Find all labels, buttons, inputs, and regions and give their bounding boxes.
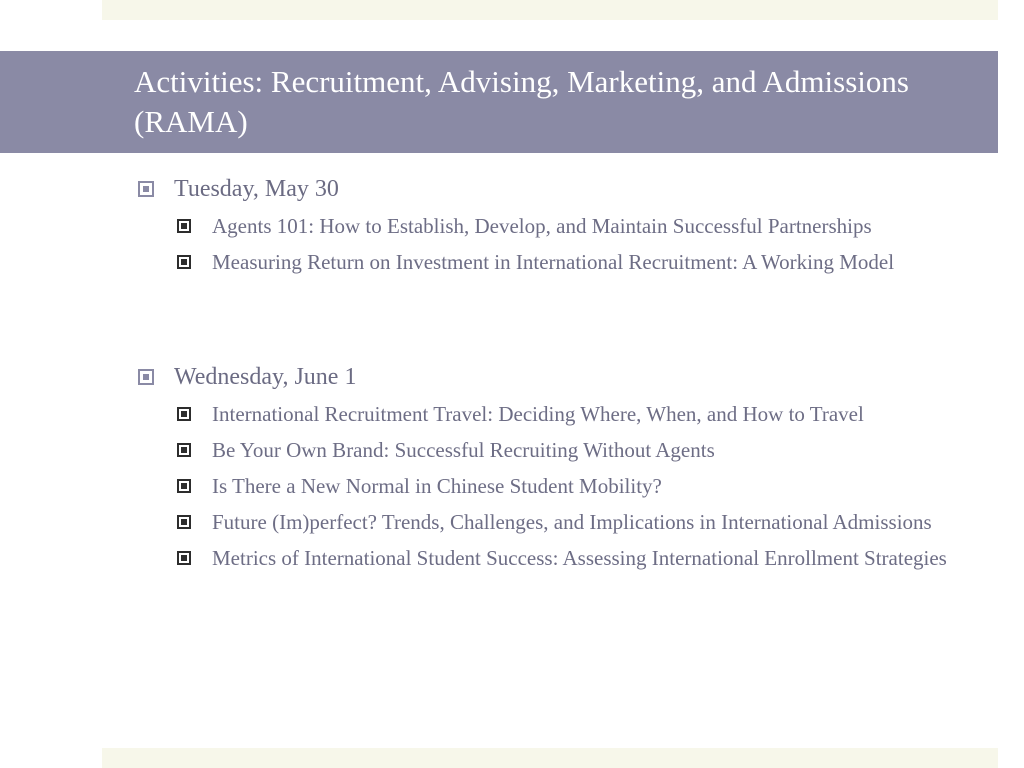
list-item-text: Agents 101: How to Establish, Develop, and Maintain Successful Partnerships [212, 214, 872, 238]
section-heading [138, 364, 968, 392]
square-bullet-icon [177, 515, 191, 529]
list-item [212, 400, 968, 428]
section-heading-text: Wednesday, June 1 [174, 364, 357, 390]
square-bullet-icon [177, 407, 191, 421]
list-item-text: Be Your Own Brand: Successful Recruiting Without Agents [212, 438, 715, 462]
list-item [212, 508, 968, 536]
section-heading [138, 176, 968, 204]
square-bullet-icon [177, 443, 191, 457]
list-item [212, 436, 968, 464]
square-bullet-icon [177, 551, 191, 565]
list-item [212, 472, 968, 500]
bottom-accent-band [102, 748, 998, 768]
list-item [212, 544, 968, 572]
list-item [212, 212, 968, 240]
square-bullet-icon [177, 219, 191, 233]
list-item-text: Is There a New Normal in Chinese Student Mobility? [212, 474, 662, 498]
list-item [212, 248, 968, 276]
section-tuesday [138, 176, 968, 276]
list-item-text: Measuring Return on Investment in International Recruitment: A Working Model [212, 250, 895, 274]
square-bullet-icon [177, 255, 191, 269]
section-wednesday [138, 364, 968, 572]
slide-title: Activities: Recruitment, Advising, Marketing, and Admissions (RAMA) [134, 64, 909, 139]
list-item-text: Metrics of International Student Success: Assessing International Enrollment Strategies [212, 546, 947, 570]
list-item-text: International Recruitment Travel: Deciding Where, When, and How to Travel [212, 402, 864, 426]
square-bullet-icon [138, 181, 154, 197]
top-accent-band [102, 0, 998, 20]
list-item-text: Future (Im)perfect? Trends, Challenges, and Implications in International Admissions [212, 510, 932, 534]
square-bullet-icon [177, 479, 191, 493]
session-list [138, 400, 968, 572]
section-heading-text: Tuesday, May 30 [174, 176, 339, 202]
session-list [138, 212, 968, 276]
square-bullet-icon [138, 369, 154, 385]
